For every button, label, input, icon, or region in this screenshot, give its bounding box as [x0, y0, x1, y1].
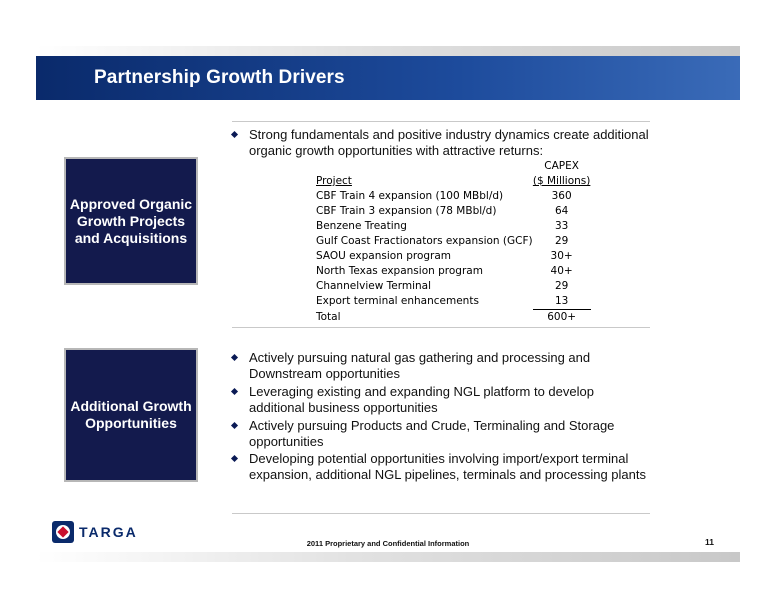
approved-organic-label-line: Approved Organic	[69, 195, 193, 212]
table-row: Export terminal enhancements 13	[316, 294, 591, 310]
diamond-bullet-icon	[231, 388, 238, 395]
diamond-bullet-icon	[231, 422, 238, 429]
bullet-natural-gas: Actively pursuing natural gas gathering and processing and Downstream opportunities	[249, 350, 649, 382]
diamond-bullet-icon	[231, 131, 238, 138]
total-value: 600+	[547, 311, 577, 323]
bullet-products-crude: Actively pursuing Products and Crude, Terminaling and Storage opportunities	[249, 418, 649, 450]
project-column-header: Project	[316, 175, 352, 187]
additional-growth-box	[64, 348, 198, 482]
bottom-decorative-bar	[36, 552, 740, 562]
capex-table	[316, 159, 591, 325]
table-total-row	[316, 310, 591, 326]
bullet-ngl-platform: Leveraging existing and expanding NGL platform to develop additional business opportunities	[249, 384, 649, 416]
table-header-row	[316, 174, 591, 189]
table-row: CBF Train 3 expansion (78 MBbl/d) 64	[316, 205, 569, 217]
top-decorative-bar	[36, 46, 740, 56]
diamond-bullet-icon	[231, 455, 238, 462]
capex-column-header: ($ Millions)	[532, 175, 591, 187]
section-divider-middle	[232, 327, 650, 328]
approved-organic-label-line: and Acquisitions	[74, 229, 188, 246]
approved-organic-box	[64, 157, 198, 285]
title-bar	[36, 56, 740, 100]
additional-growth-label-line: Opportunities	[85, 415, 177, 431]
table-row: SAOU expansion program 30+	[316, 250, 573, 262]
table-row: Channelview Terminal 29	[316, 280, 569, 292]
bullet-import-export: Developing potential opportunities involving import/export terminal expansion, additional NGL pipelines, terminals and processing plants	[249, 451, 649, 483]
capex-header-line1: CAPEX	[544, 160, 579, 172]
approved-organic-label-line: Growth Projects	[76, 212, 186, 229]
table-row: North Texas expansion program 40+	[316, 265, 573, 277]
additional-growth-label-line: Additional Growth	[70, 398, 192, 414]
confidential-notice: 2011 Proprietary and Confidential Information	[306, 539, 470, 548]
table-header-row	[316, 159, 591, 174]
table-row: CBF Train 4 expansion (100 MBbl/d) 360	[316, 190, 572, 202]
section-divider-top	[232, 121, 650, 122]
logo-text: TARGA	[79, 524, 138, 540]
table-row: Gulf Coast Fractionators expansion (GCF) 29	[316, 235, 569, 247]
diamond-bullet-icon	[231, 354, 238, 361]
table-row: Benzene Treating 33	[316, 220, 569, 232]
bullet-strong-fundamentals: Strong fundamentals and positive industry dynamics create additional organic growth opportunities with attractive returns:	[249, 127, 649, 159]
page-title: Partnership Growth Drivers	[94, 67, 345, 88]
total-label: Total	[316, 310, 341, 323]
section-divider-bottom	[232, 513, 650, 514]
page-number: 11	[705, 537, 714, 547]
